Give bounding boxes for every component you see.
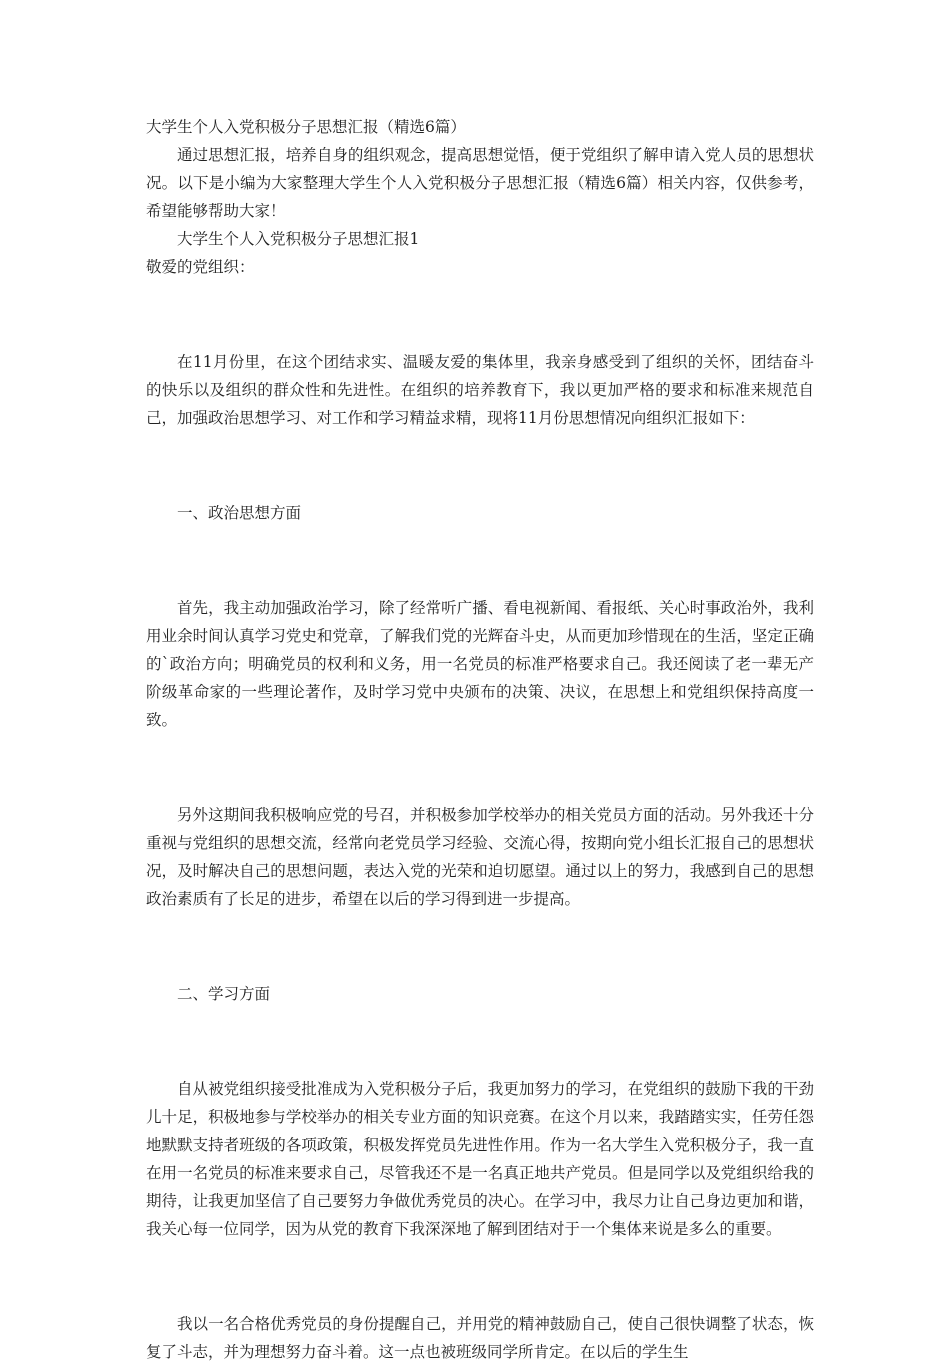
spacer [146, 1243, 814, 1310]
section-title: 大学生个人入党积极分子思想汇报1 [177, 230, 420, 248]
spacer [146, 1008, 814, 1075]
spacer [146, 432, 814, 499]
body-paragraph-5: 我以一名合格优秀党员的身份提醒自己，并用党的精神鼓励自己，使自己很快调整了状态，恢复了斗志，并为理想努力奋斗着。这一点也被班级同学所肯定。在以后的学生生 [146, 1315, 814, 1361]
document-page [146, 113, 814, 1366]
spacer [146, 734, 814, 801]
spacer [146, 281, 814, 348]
heading-study: 二、学习方面 [177, 985, 271, 1003]
body-paragraph-4: 自从被党组织接受批准成为入党积极分子后，我更加努力的学习，在党组织的鼓励下我的干劲儿十足，积极地参与学校举办的相关专业方面的知识竞赛。在这个月以来，我踏踏实实，任劳任怨地默默支持者班级的各项政策，积极发挥党员先进性作用。作为一名大学生入党积极分子，我一直在用一名党员的标准来要求自己，尽管我还不是一名真正地共产党员。但是同学以及党组织给我的期待，让我更加坚信了自己要努力争做优秀党员的决心。在学习中，我尽力让自己身边更加和谐，我关心每一位同学，因为从党的教育下我深深地了解到团结对于一个集体来说是多么的重要。 [146, 1080, 814, 1238]
spacer [146, 913, 814, 980]
salutation: 敬爱的党组织： [146, 258, 255, 276]
spacer [146, 527, 814, 594]
document-title: 大学生个人入党积极分子思想汇报（精选6篇） [146, 118, 466, 136]
intro-paragraph: 通过思想汇报，培养自身的组织观念，提高思想觉悟，便于党组织了解申请入党人员的思想状况。以下是小编为大家整理大学生个人入党积极分子思想汇报（精选6篇）相关内容，仅供参考，希望能够帮助大家！ [146, 146, 814, 220]
heading-political: 一、政治思想方面 [177, 504, 302, 522]
body-paragraph-2: 首先，我主动加强政治学习，除了经常听广播、看电视新闻、看报纸、关心时事政治外，我利用业余时间认真学习党史和党章，了解我们党的光辉奋斗史，从而更加珍惜现在的生活，坚定正确的`政治方向；明确党员的权利和义务，用一名党员的标准严格要求自己。我还阅读了老一辈无产阶级革命家的一些理论著作，及时学习党中央颁布的决策、决议，在思想上和党组织保持高度一致。 [146, 599, 814, 729]
body-paragraph-1: 在11月份里，在这个团结求实、温暖友爱的集体里，我亲身感受到了组织的关怀，团结奋斗的快乐以及组织的群众性和先进性。在组织的培养教育下，我以更加严格的要求和标准来规范自己，加强政治思想学习、对工作和学习精益求精，现将11月份思想情况向组织汇报如下： [146, 353, 814, 427]
body-paragraph-3: 另外这期间我积极响应党的号召，并积极参加学校举办的相关党员方面的活动。另外我还十分重视与党组织的思想交流，经常向老党员学习经验、交流心得，按期向党小组长汇报自己的思想状况，及时解决自己的思想问题，表达入党的光荣和迫切愿望。通过以上的努力，我感到自己的思想政治素质有了长足的进步，希望在以后的学习得到进一步提高。 [146, 806, 814, 908]
